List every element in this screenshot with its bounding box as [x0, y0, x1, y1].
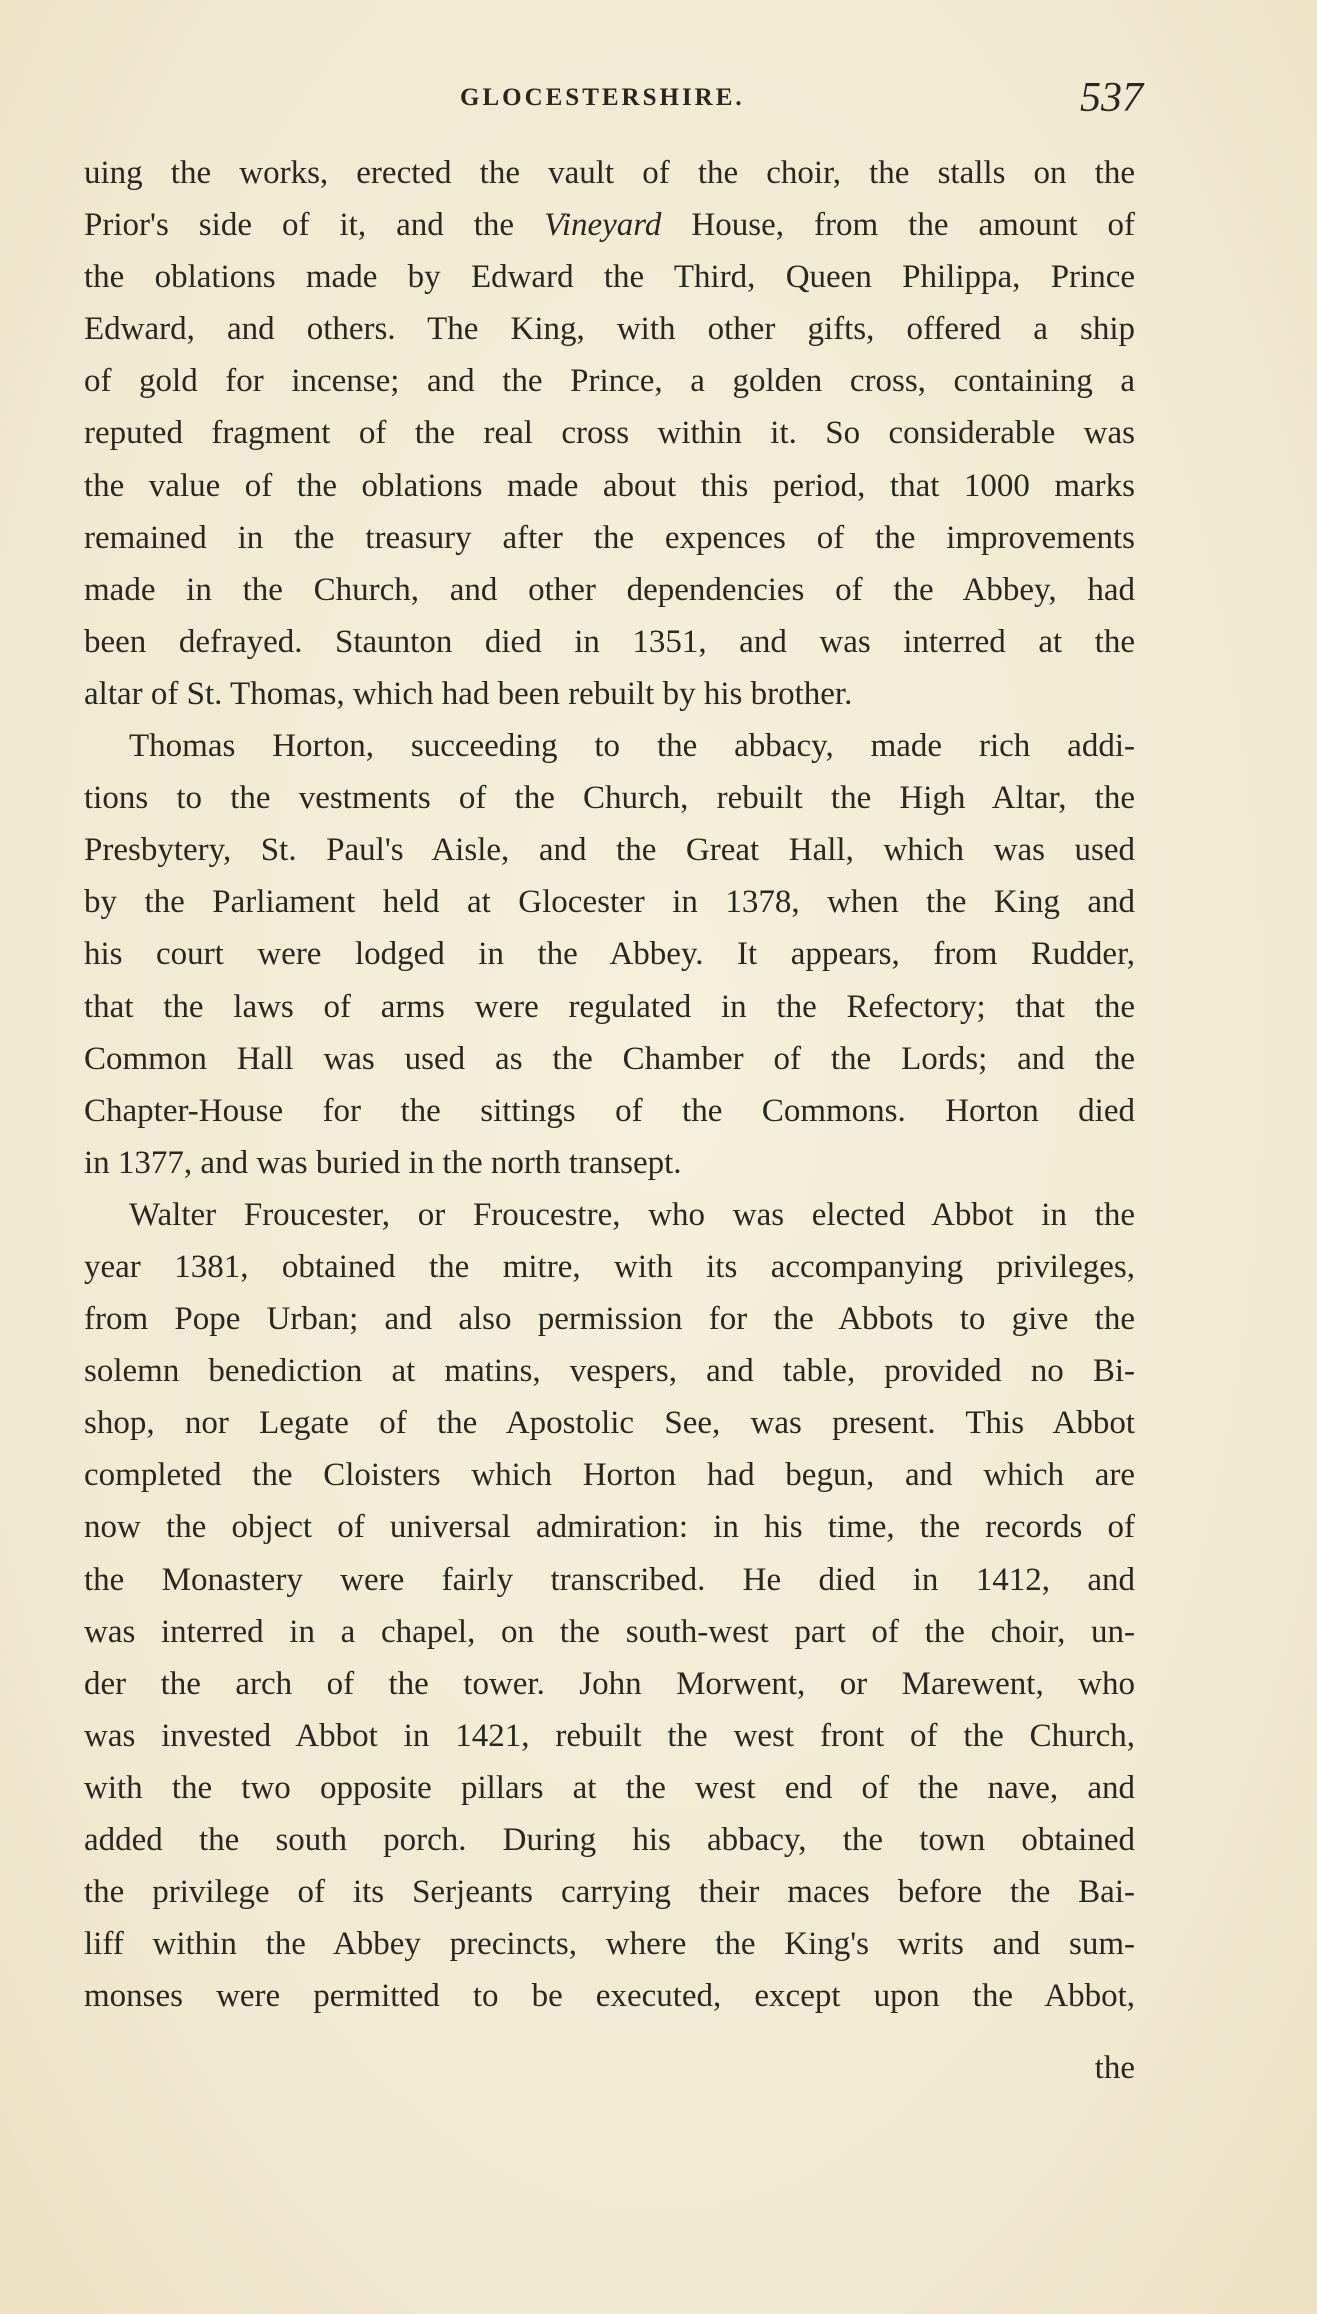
text-line: monses were permitted to be executed, except upon the Abbot, [84, 1978, 1135, 2015]
body-text [84, 147, 1135, 2022]
text-line: uing the works, erected the vault of the choir, the stalls on the [84, 155, 1135, 191]
text-line: been defrayed. Staunton died in 1351, and was interred at the [84, 623, 1135, 660]
text-line: der the arch of the tower. John Morwent, or Marewent, who [84, 1665, 1135, 1702]
text-line: reputed fragment of the real cross within it. So considerable was [84, 415, 1135, 452]
running-head [0, 75, 1317, 128]
text-line: from Pope Urban; and also permission for the Abbots to give the [84, 1301, 1135, 1338]
text-line: the Monastery were fairly transcribed. He died in 1412, and [84, 1561, 1135, 1598]
text-line: was invested Abbot in 1421, rebuilt the west front of the Church, [84, 1717, 1135, 1754]
text-line: that the laws of arms were regulated in the Refectory; that the [84, 988, 1135, 1025]
text-line: Walter Froucester, or Froucestre, who was elected Abbot in the [129, 1196, 1135, 1233]
text-line: tions to the vestments of the Church, rebuilt the High Altar, the [84, 780, 1135, 817]
text-line: solemn benediction at matins, vespers, and table, provided no Bi- [84, 1353, 1135, 1390]
text-line: Edward, and others. The King, with other gifts, offered a ship [84, 311, 1135, 348]
text-line: Thomas Horton, succeeding to the abbacy, made rich addi- [129, 728, 1135, 765]
text-line: shop, nor Legate of the Apostolic See, was present. This Abbot [84, 1405, 1135, 1442]
text-line: year 1381, obtained the mitre, with its accompanying privileges, [84, 1248, 1135, 1285]
text-line: liff within the Abbey precincts, where the King's writs and sum- [84, 1926, 1135, 1963]
page-number: 537 [1080, 75, 1143, 121]
text-line: made in the Church, and other dependencies of the Abbey, had [84, 571, 1135, 608]
text-line [84, 199, 1135, 251]
text-line: altar of St. Thomas, which had been rebuilt by his brother. [84, 675, 853, 712]
catchword: the [1094, 2050, 1135, 2086]
running-head-title: GLOCESTERSHIRE. [460, 84, 745, 111]
text-line: the value of the oblations made about this period, that 1000 marks [84, 467, 1135, 504]
text-segment: House, from the amount of [661, 207, 1136, 244]
text-line: was interred in a chapel, on the south-west part of the choir, un- [84, 1613, 1135, 1650]
text-segment: Prior's side of it, and the [84, 207, 545, 244]
text-line: now the object of universal admiration: in his time, the records of [84, 1509, 1135, 1546]
text-line: with the two opposite pillars at the west end of the nave, and [84, 1769, 1135, 1806]
text-line: added the south porch. During his abbacy, the town obtained [84, 1822, 1135, 1858]
text-line: of gold for incense; and the Prince, a golden cross, containing a [84, 363, 1135, 400]
text-line: Common Hall was used as the Chamber of the Lords; and the [84, 1040, 1135, 1077]
text-line: Presbytery, St. Paul's Aisle, and the Great Hall, which was used [84, 832, 1135, 869]
text-line: the privilege of its Serjeants carrying their maces before the Bai- [84, 1874, 1135, 1911]
text-line: Chapter-House for the sittings of the Commons. Horton died [84, 1092, 1135, 1129]
text-line: completed the Cloisters which Horton had begun, and which are [84, 1457, 1135, 1494]
text-line: the oblations made by Edward the Third, Queen Philippa, Prince [84, 259, 1135, 296]
text-line: by the Parliament held at Glocester in 1378, when the King and [84, 884, 1135, 921]
text-line: remained in the treasury after the expences of the improvements [84, 519, 1135, 556]
text-line: in 1377, and was buried in the north transept. [84, 1144, 682, 1181]
italic-word: Vineyard [544, 207, 662, 244]
text-line: his court were lodged in the Abbey. It appears, from Rudder, [84, 936, 1135, 973]
